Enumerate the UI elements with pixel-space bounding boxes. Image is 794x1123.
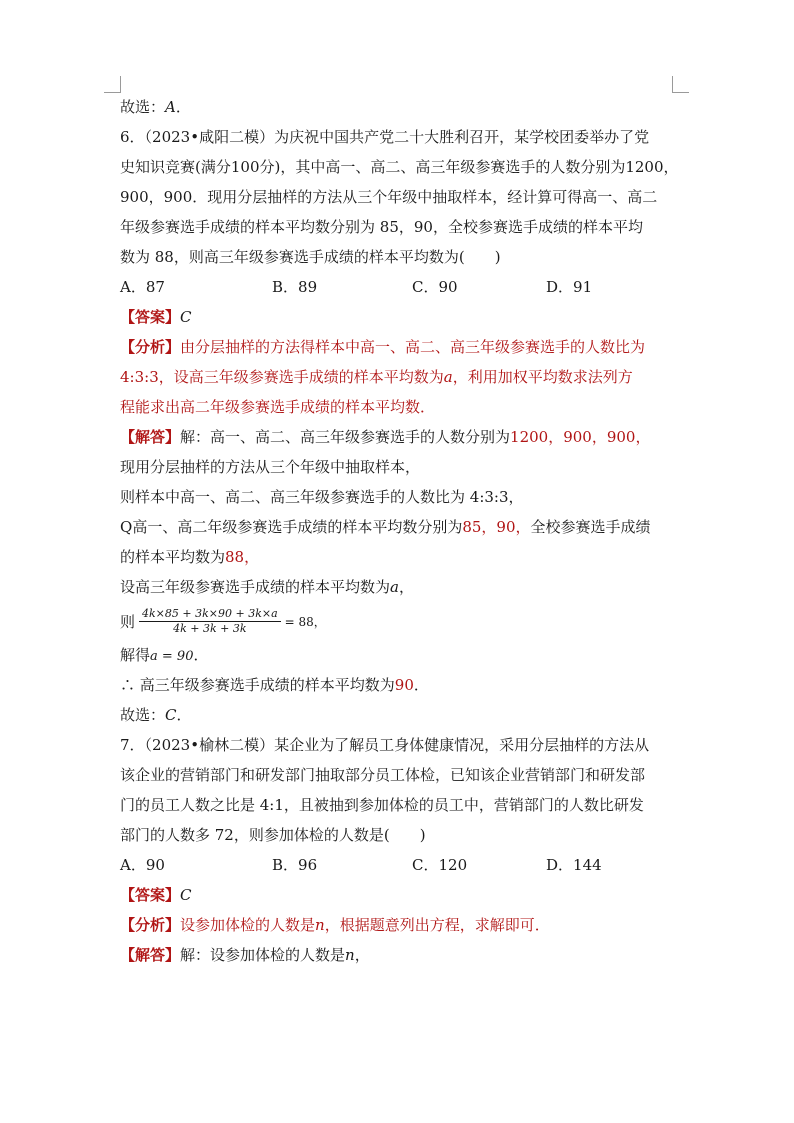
q6-solution-line-2: 现用分层抽样的方法从三个年级中抽取样本， [120, 458, 421, 476]
q6-solution-line-9: ∴ 高三年级参赛选手成绩的样本平均数为90． [120, 676, 429, 694]
q7-option-b: B．96 [272, 856, 318, 874]
fraction-denominator: 4k + 3k + 3k [173, 621, 247, 635]
q7-solution: 【解答】解：设参加体检的人数是n， [120, 946, 370, 964]
crop-mark-top-left [104, 76, 121, 93]
q6-analysis-line-2: 4:3:3，设高三年级参赛选手成绩的样本平均数为a，利用加权平均数求法列方 [120, 368, 633, 386]
q6-stem-line-1: 6．（2023•咸阳二模）为庆祝中国共产党二十大胜利召开，某学校团委举办了党 [120, 128, 650, 146]
q6-solution-line-1: 【解答】解：高一、高二、高三年级参赛选手的人数分别为1200，900，900， [120, 428, 651, 446]
crop-mark-top-right [672, 76, 689, 93]
prev-conclusion: 故选：A． [120, 98, 191, 116]
weighted-mean-fraction [139, 607, 281, 636]
page-content [120, 92, 680, 970]
q6-conclusion: 故选：C． [120, 706, 192, 724]
q7-stem-line-3: 门的员工人数之比是 4:1，且被抽到参加体检的员工中，营销部门的人数比研发 [120, 796, 644, 814]
q6-solution-line-4: Q高一、高二年级参赛选手成绩的样本平均数分别为85，90，全校参赛选手成绩 [120, 518, 651, 536]
q6-answer: 【答案】C [120, 308, 192, 326]
q6-option-c: C．90 [412, 278, 458, 296]
q7-option-a: A．90 [120, 856, 165, 874]
q7-option-c: C．120 [412, 856, 468, 874]
q6-solution-line-3: 则样本中高一、高二、高三年级参赛选手的人数比为 4:3:3， [120, 488, 524, 506]
q6-stem-line-2: 史知识竞赛(满分100分)，其中高一、高二、高三年级参赛选手的人数分别为1200， [120, 158, 679, 176]
q6-stem-line-3: 900，900．现用分层抽样的方法从三个年级中抽取样本，经计算可得高一、高二 [120, 188, 658, 206]
q6-solution-line-8: 解得a = 90． [120, 646, 209, 664]
q6-stem-line-4: 年级参赛选手成绩的样本平均数分别为 85，90，全校参赛选手成绩的样本平均 [120, 218, 643, 236]
q7-stem-line-2: 该企业的营销部门和研发部门抽取部分员工体检，已知该企业营销部门和研发部 [120, 766, 646, 784]
q6-analysis-line-3: 程能求出高二年级参赛选手成绩的样本平均数． [120, 398, 436, 416]
q6-options [120, 272, 680, 302]
q6-solution-line-5: 的样本平均数为88， [120, 548, 260, 566]
q7-analysis: 【分析】设参加体检的人数是n，根据题意列出方程，求解即可． [120, 916, 550, 934]
q6-analysis-line-1: 【分析】由分层抽样的方法得样本中高一、高二、高三年级参赛选手的人数比为 [120, 338, 646, 356]
q6-solution-equation: 则 $\frac{4k\times 85 + 3k\times 90 + 3k\times a}{4k + 3k + 3k}$ = 88， [120, 606, 326, 635]
fraction-numerator: 4k×85 + 3k×90 + 3k×a [139, 607, 281, 622]
q6-stem-line-5: 数为 88，则高三年级参赛选手成绩的样本平均数为( ) [120, 248, 501, 266]
q6-option-d: D．91 [546, 278, 593, 296]
q7-options [120, 850, 680, 880]
q7-stem-line-1: 7．（2023•榆林二模）某企业为了解员工身体健康情况，采用分层抽样的方法从 [120, 736, 650, 754]
q6-option-b: B．89 [272, 278, 318, 296]
q6-solution-line-6: 设高三年级参赛选手成绩的样本平均数为a， [120, 578, 414, 596]
q6-option-a: A．87 [120, 278, 165, 296]
q7-stem-line-4: 部门的人数多 72，则参加体检的人数是( ) [120, 826, 426, 844]
q7-answer: 【答案】C [120, 886, 192, 904]
q7-option-d: D．144 [546, 856, 602, 874]
